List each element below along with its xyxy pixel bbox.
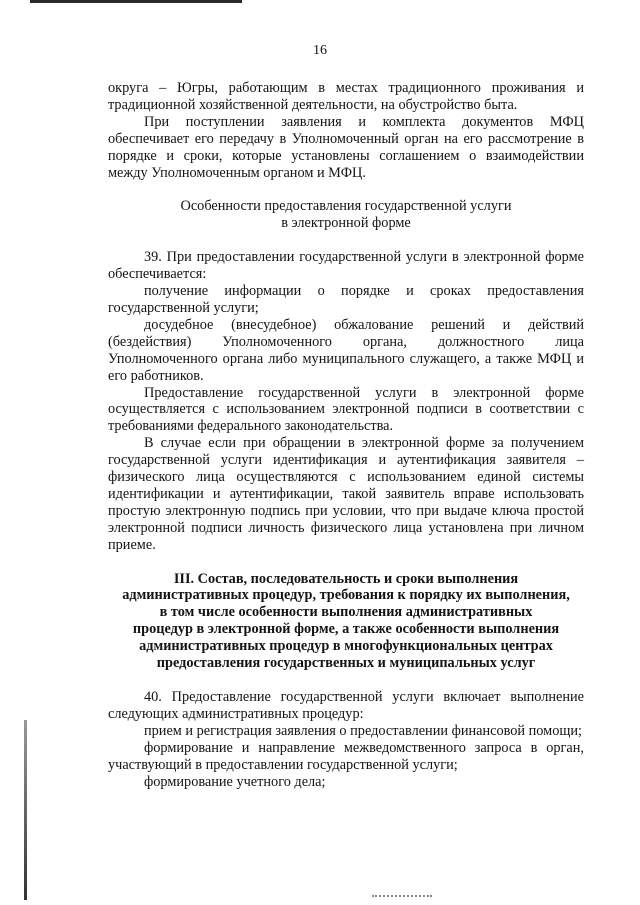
paragraph: В случае если при обращении в электронной форме за получением государственной услуги идентификация и аутентификация заявителя – физического лица осуществляются с использованием единой системы идентификации и аутентификации, такой заявитель вправе использовать простую электронную подпись при условии, что при выдаче ключа простой электронной подписи личность физического лица установлена при личном приеме. [108,435,584,553]
paragraph: Предоставление государственной услуги в электронной форме осуществляется с использованием электронной подписи в соответствии с требованиями федерального законодательства. [108,384,584,435]
paragraph: прием и регистрация заявления о предоставлении финансовой помощи; [144,722,583,739]
paragraph: формирование учетного дела; [144,773,326,790]
paragraph: досудебное (внесудебное) обжалование решений и действий (бездействия) Уполномоченного органа, должностного лица Уполномоченного органа либо муниципального служащего, а также МФЦ и его работников. [108,316,584,384]
chapter-heading-line: в том числе особенности выполнения административных [159,604,533,621]
chapter-heading-line: процедур в электронной форме, а также особенности выполнения [132,621,560,638]
chapter-heading-line: III. Состав, последовательность и сроки выполнения [173,570,519,587]
paragraph: 39. При предоставлении государственной услуги в электронной форме обеспечивается: [108,249,584,283]
scan-artifact-dots [372,893,432,897]
paragraph: 40. Предоставление государственной услуги включает выполнение следующих административных процедур: [108,689,584,722]
chapter-heading-line: предоставления государственных и муниципальных услуг [156,655,536,672]
body-text [108,80,584,790]
page-number: 16 [313,43,327,58]
scan-artifact-left [24,720,27,900]
paragraph: При поступлении заявления и комплекта документов МФЦ обеспечивает его передачу в Уполномоченный орган на его рассмотрение в порядке и сроки, которые установлены соглашением о взаимодействии между Уполномоченным органом и МФЦ. [108,113,584,181]
chapter-heading-line: административных процедур в многофункциональных центрах [139,638,553,655]
chapter-heading-line: административных процедур, требования к порядку их выполнения, [122,587,570,604]
paragraph: округа – Югры, работающим в местах традиционного проживания и традиционной хозяйственной деятельности, на обустройство быта. [108,80,584,113]
scan-artifact-top [30,0,242,3]
paragraph: формирование и направление межведомственного запроса в орган, участвующий в предоставлении государственной услуги; [108,739,584,773]
section-heading-line: в электронной форме [281,215,411,232]
paragraph: получение информации о порядке и сроках предоставления государственной услуги; [108,283,584,316]
section-heading-line: Особенности предоставления государственной услуги [180,198,512,215]
